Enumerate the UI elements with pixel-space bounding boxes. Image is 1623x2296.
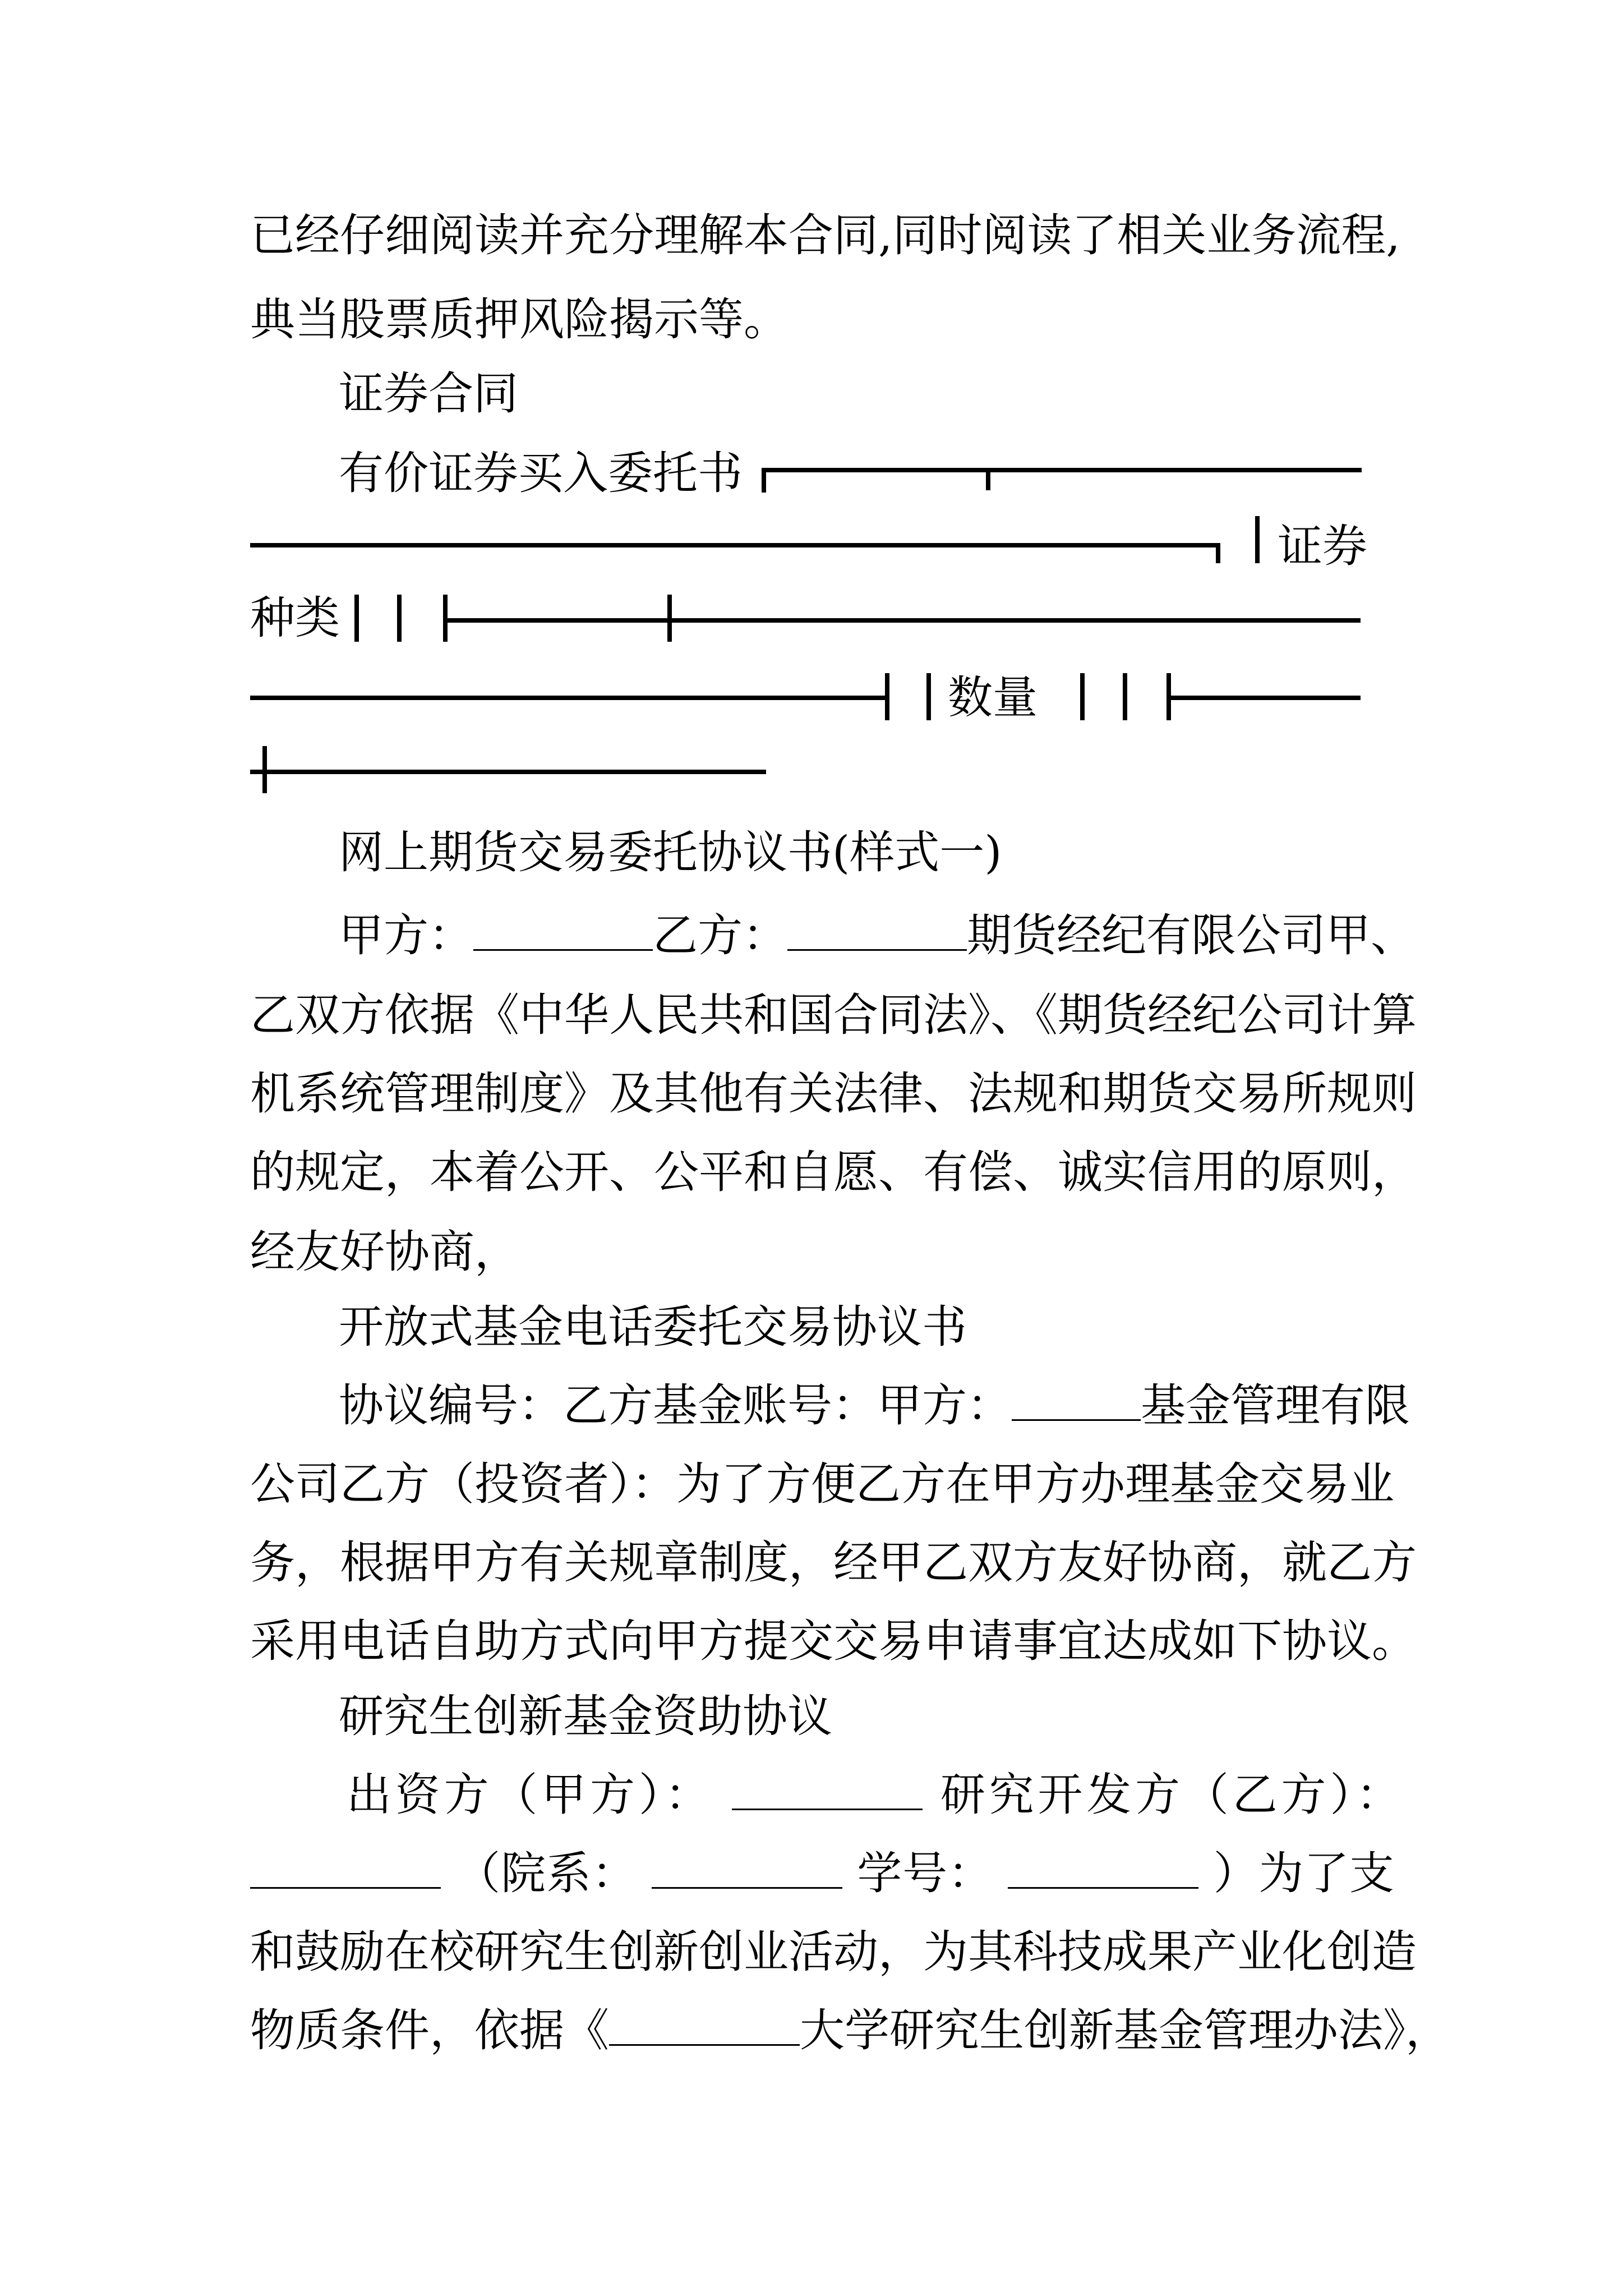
section-heading: 证券合同 — [339, 367, 518, 420]
developer-label: 研究开发方（乙方）： — [940, 1769, 1401, 1821]
section-heading: 开放式基金电话委托交易协议书 — [339, 1301, 967, 1353]
paragraph-text: ）为了支 — [1213, 1847, 1394, 1899]
department-label: （院系： — [455, 1847, 637, 1899]
table-divider — [885, 673, 889, 720]
paragraph-line: 和鼓励在校研究生创新创业活动，为其科技成果产业化创造 — [250, 1926, 1417, 1978]
party-b-label: 乙方： — [653, 909, 787, 961]
section-heading: 研究生创新基金资助协议 — [339, 1690, 832, 1742]
table-border — [762, 468, 1362, 472]
blank-field — [652, 1848, 842, 1889]
table-divider — [1123, 673, 1127, 720]
paragraph-line: 经友好协商， — [250, 1226, 519, 1278]
table-border — [250, 770, 766, 774]
paragraph-text: 物质条件，依据《 — [250, 2004, 609, 2056]
table-border — [250, 543, 1220, 547]
paragraph-line: 已经仔细阅读并充分理解本合同,同时阅读了相关业务流程, — [250, 209, 1400, 261]
blank-field — [473, 910, 653, 951]
table-divider — [354, 595, 359, 642]
paragraph-line: 的规定，本着公开、公平和自愿、有偿、诚实信用的原则， — [250, 1146, 1417, 1198]
paragraph-line: 采用电话自助方式向甲方提交交易申请事宜达成如下协议。 — [250, 1615, 1417, 1667]
paragraph-line: 机系统管理制度》及其他有关法律、法规和期货交易所规则 — [250, 1068, 1417, 1120]
paragraph-line — [347, 1767, 1401, 1823]
section-heading: 网上期货交易委托协议书(样式一) — [339, 826, 1002, 878]
table-divider — [926, 673, 931, 720]
funder-label: 出资方（甲方）： — [347, 1769, 714, 1821]
table-divider — [1255, 516, 1260, 563]
table-divider — [667, 595, 672, 642]
table-divider — [397, 595, 402, 642]
paragraph-text: 期货经纪有限公司甲、 — [967, 909, 1415, 961]
table-border — [250, 696, 889, 700]
blank-field — [1008, 1848, 1198, 1889]
paragraph-line — [339, 1378, 1410, 1434]
paragraph-line — [250, 1846, 1394, 1902]
paragraph-text: 基金管理有限 — [1141, 1379, 1410, 1432]
table-border — [1166, 696, 1361, 700]
party-a-label: 甲方： — [339, 909, 473, 961]
section-heading: 有价证券买入委托书 — [339, 447, 743, 499]
blank-field — [250, 1848, 441, 1889]
paragraph-text: 大学研究生创新基金管理办法》， — [800, 2004, 1450, 2056]
paragraph-line: 乙双方依据《中华人民共和国合同法》、《期货经纪公司计算 — [250, 989, 1417, 1041]
blank-field — [1012, 1380, 1141, 1421]
blank-field — [787, 910, 967, 951]
paragraph-line — [339, 908, 1415, 964]
table-cell-label: 数量 — [948, 671, 1038, 724]
paragraph-line: 务，根据甲方有关规章制度，经甲乙双方友好协商，就乙方 — [250, 1536, 1417, 1589]
table-divider — [986, 468, 990, 490]
paragraph-line — [250, 2003, 1450, 2059]
blank-field — [732, 1769, 923, 1810]
table-cell-label: 证券 — [1278, 520, 1367, 572]
paragraph-line: 典当股票质押风险揭示等。 — [250, 293, 789, 346]
blank-field — [609, 2005, 800, 2046]
student-id-label: 学号： — [857, 1847, 993, 1899]
table-divider — [262, 746, 267, 793]
table-border — [443, 618, 1361, 623]
table-cell-label: 种类 — [250, 592, 340, 644]
table-divider — [1080, 673, 1085, 720]
paragraph-text: 协议编号：乙方基金账号：甲方： — [339, 1379, 1012, 1432]
table-corner — [1216, 543, 1220, 563]
paragraph-line: 公司乙方（投资者）：为了方便乙方在甲方办理基金交易业 — [250, 1458, 1394, 1510]
